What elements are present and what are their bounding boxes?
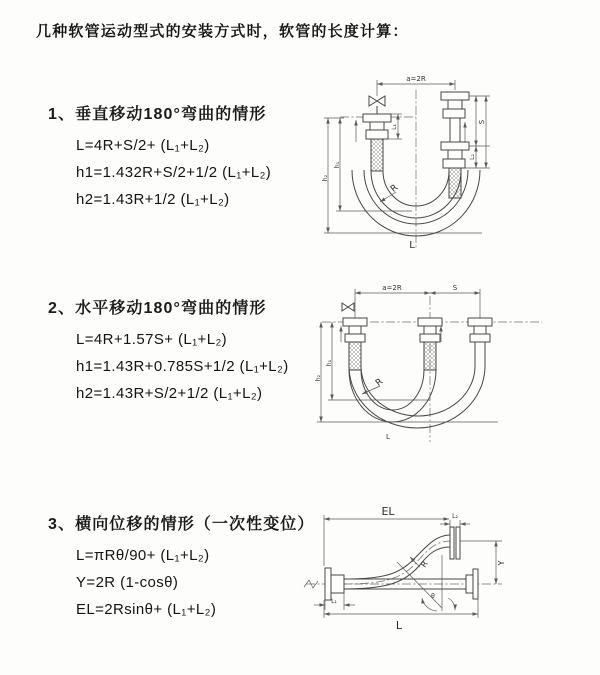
- section-1-formula-h2: h2=1.43R+1/2 (L₁+L₂): [76, 191, 230, 208]
- label-l: L: [409, 240, 415, 251]
- page-title: 几种软管运动型式的安装方式时，软管的长度计算：: [36, 23, 409, 40]
- section-3-formula-l: L=πRθ/90+ (L₁+L₂): [76, 547, 210, 564]
- label-l: L: [395, 619, 403, 632]
- valve-icon: [369, 80, 385, 114]
- dimension-h1: [326, 322, 430, 400]
- displaced-flange: [450, 527, 460, 559]
- label-h2: h₂: [315, 374, 322, 382]
- dimension-el: [324, 505, 449, 566]
- label-l: L: [386, 433, 390, 441]
- left-flange: [343, 318, 367, 370]
- dimension-l2: [440, 513, 470, 527]
- label-a2r: a=2R: [382, 284, 402, 292]
- section-2-heading: 2、水平移动180°弯曲的情形: [48, 300, 267, 317]
- dimension-s: [430, 284, 480, 293]
- right-flange: [468, 318, 492, 366]
- dimension-a2r: [377, 75, 455, 90]
- section-3: [48, 515, 315, 623]
- dimension-l2: [469, 146, 476, 168]
- section-3-formula-el: EL=2Rsinθ+ (L₁+L₂): [76, 601, 217, 618]
- break-mark: [304, 580, 318, 588]
- label-el: EL: [381, 505, 395, 518]
- label-h1: h₁: [326, 359, 333, 367]
- label-theta: θ: [431, 593, 435, 600]
- dimension-a2r: [355, 284, 480, 318]
- valve-icon: [342, 303, 354, 311]
- dimension-l: [324, 599, 478, 632]
- diagram-vertical-180-bend: [312, 70, 592, 268]
- section-2-formula-h1: h1=1.43R+0.785S+1/2 (L₁+L₂): [76, 358, 289, 375]
- section-3-formula-y: Y=2R (1-cosθ): [76, 574, 179, 591]
- section-1-heading: 1、垂直移动180°弯曲的情形: [48, 106, 267, 123]
- diagram-horizontal-180-bend: [308, 278, 588, 450]
- section-2: [48, 299, 289, 407]
- section-1-formula-l: L=4R+S/2+ (L₁+L₂): [76, 137, 210, 154]
- label-r: R: [389, 182, 401, 195]
- label-r: R: [374, 376, 386, 389]
- left-flange: [325, 568, 344, 600]
- label-r: R: [419, 559, 430, 570]
- section-1: [48, 105, 271, 213]
- right-pipe: [441, 92, 469, 198]
- left-flange: [363, 114, 391, 171]
- dimension-l1: [314, 593, 355, 610]
- label-h1: h₁: [334, 161, 341, 169]
- section-1-formula-h1: h1=1.432R+S/2+1/2 (L₁+L₂): [76, 164, 272, 181]
- hose-loops: [349, 366, 485, 428]
- label-s: S: [478, 119, 486, 125]
- label-l1: L₁: [391, 124, 398, 130]
- section-2-formula-l: L=4R+1.57S+ (L₁+L₂): [76, 331, 228, 348]
- middle-flange: [418, 318, 442, 370]
- section-3-heading: 3、横向位移的情形（一次性变位）: [48, 516, 315, 533]
- diagram-lateral-displacement: [296, 498, 598, 648]
- label-h2: h₂: [322, 174, 329, 182]
- label-s: S: [452, 284, 458, 292]
- label-a2r: a=2R: [406, 75, 426, 83]
- label-l2: L₂: [469, 154, 476, 160]
- label-l2: L₂: [452, 513, 458, 520]
- section-2-formula-h2: h2=1.43R+S/2+1/2 (L₁+L₂): [76, 385, 263, 402]
- label-l1: L₁: [331, 598, 337, 605]
- label-y: Y: [497, 560, 506, 566]
